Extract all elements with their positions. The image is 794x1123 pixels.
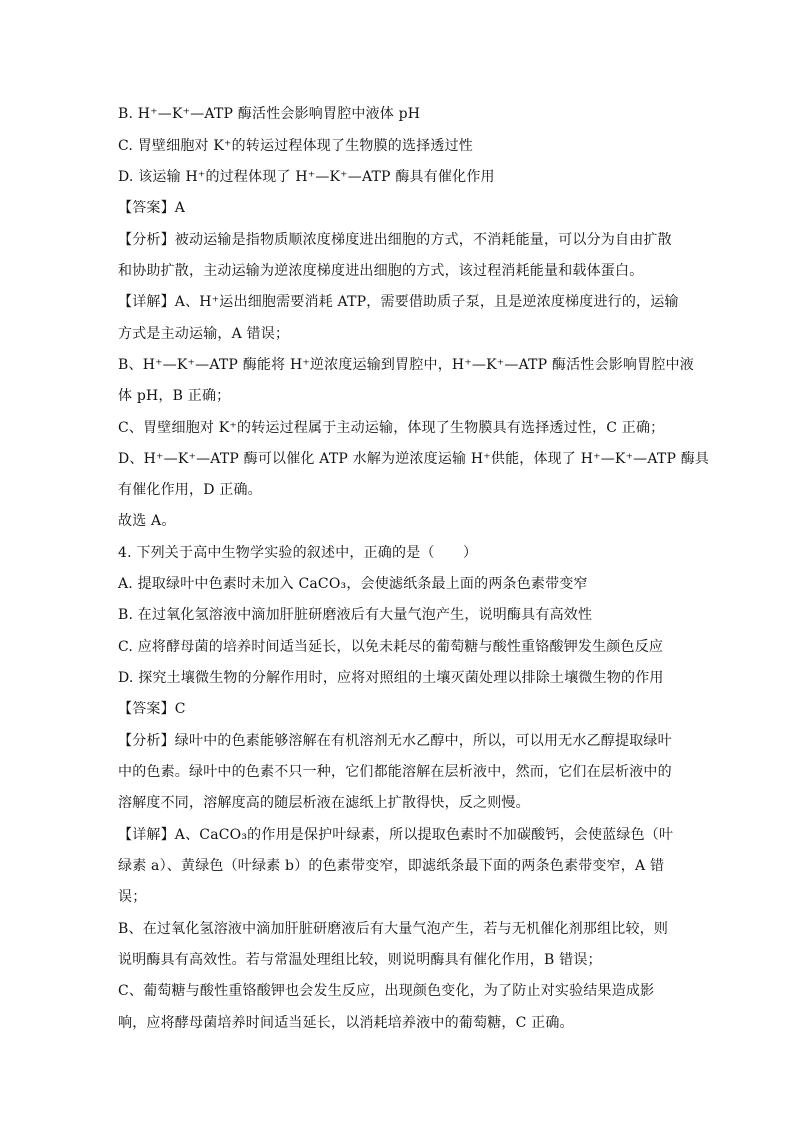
analysis-line: 和协助扩散，主动运输为逆浓度梯度进出细胞的方式，该过程消耗能量和载体蛋白。 xyxy=(118,263,644,279)
conclusion-line: 故选 A。 xyxy=(118,513,176,529)
explanation-line: 【详解】A、CaCO₃的作用是保护叶绿素，所以提取色素时不加碳酸钙，会使蓝绿色（叶 xyxy=(118,827,674,843)
analysis-line: 溶解度不同，溶解度高的随层析液在滤纸上扩散得快，反之则慢。 xyxy=(118,795,530,811)
explanation-line: 误； xyxy=(118,889,147,905)
analysis-line: 【分析】绿叶中的色素能够溶解在有机溶剂无水乙醇中，所以，可以用无水乙醇提取绿叶 xyxy=(118,733,672,749)
explanation-line: 说明酶具有高效性。若与常温处理组比较，则说明酶具有催化作用，B 错误； xyxy=(118,952,602,968)
option-b-line: B. H⁺—K⁺—ATP 酶活性会影响胃腔中液体 pH xyxy=(118,106,421,122)
question-4-option-b: B. 在过氧化氢溶液中滴加肝脏研磨液后有大量气泡产生，说明酶具有高效性 xyxy=(118,607,593,623)
analysis-line: 【分析】被动运输是指物质顺浓度梯度进出细胞的方式，不消耗能量，可以分为自由扩散 xyxy=(118,232,672,248)
explanation-line: 绿素 a）、黄绿色（叶绿素 b）的色素带变窄，即滤纸条最下面的两条色素带变窄，A 错 xyxy=(118,858,665,874)
explanation-line: 有催化作用，D 正确。 xyxy=(118,482,262,498)
question-4-option-a: A. 提取绿叶中色素时未加入 CaCO₃，会使滤纸条最上面的两条色素带变窄 xyxy=(118,576,588,592)
explanation-line: C、胃壁细胞对 K⁺的转运过程属于主动运输，体现了生物膜具有选择透过性，C 正确； xyxy=(118,420,665,436)
question-4-stem: 4. 下列关于高中生物学实验的叙述中，正确的是（ ） xyxy=(118,545,478,561)
question-4-option-c: C. 应将酵母菌的培养时间适当延长，以免未耗尽的葡萄糖与酸性重铬酸钾发生颜色反应 xyxy=(118,639,664,655)
option-c-line: C. 胃壁细胞对 K⁺的转运过程体现了生物膜的选择透过性 xyxy=(118,138,474,154)
explanation-line: 体 pH，B 正确； xyxy=(118,388,231,404)
explanation-line: 【详解】A、H⁺运出细胞需要消耗 ATP，需要借助质子泵，且是逆浓度梯度进行的，运输 xyxy=(118,294,679,310)
explanation-line: C、葡萄糖与酸性重铬酸钾也会发生反应，出现颜色变化，为了防止对实验结果造成影 xyxy=(118,983,655,999)
explanation-line: 响，应将酵母菌培养时间适当延长，以消耗培养液中的葡萄糖，C 正确。 xyxy=(118,1015,574,1031)
explanation-line: D、H⁺—K⁺—ATP 酶可以催化 ATP 水解为逆浓度运输 H⁺供能，体现了 H⁺—K⁺—ATP 酶具 xyxy=(118,451,710,467)
explanation-line: B、在过氧化氢溶液中滴加肝脏研磨液后有大量气泡产生，若与无机催化剂那组比较，则 xyxy=(118,921,669,937)
question-4-option-d: D. 探究土壤微生物的分解作用时，应将对照组的土壤灭菌处理以排除土壤微生物的作用 xyxy=(118,670,664,686)
option-d-line: D. 该运输 H⁺的过程体现了 H⁺—K⁺—ATP 酶具有催化作用 xyxy=(118,169,495,185)
explanation-line: B、H⁺—K⁺—ATP 酶能将 H⁺逆浓度运输到胃腔中，H⁺—K⁺—ATP 酶活性会影响胃腔中液 xyxy=(118,357,694,373)
answer-line: 【答案】A xyxy=(118,200,186,216)
analysis-line: 中的色素。绿叶中的色素不只一种，它们都能溶解在层析液中，然而，它们在层析液中的 xyxy=(118,764,672,780)
answer-line: 【答案】C xyxy=(118,701,186,717)
explanation-line: 方式是主动运输，A 错误； xyxy=(118,326,290,342)
